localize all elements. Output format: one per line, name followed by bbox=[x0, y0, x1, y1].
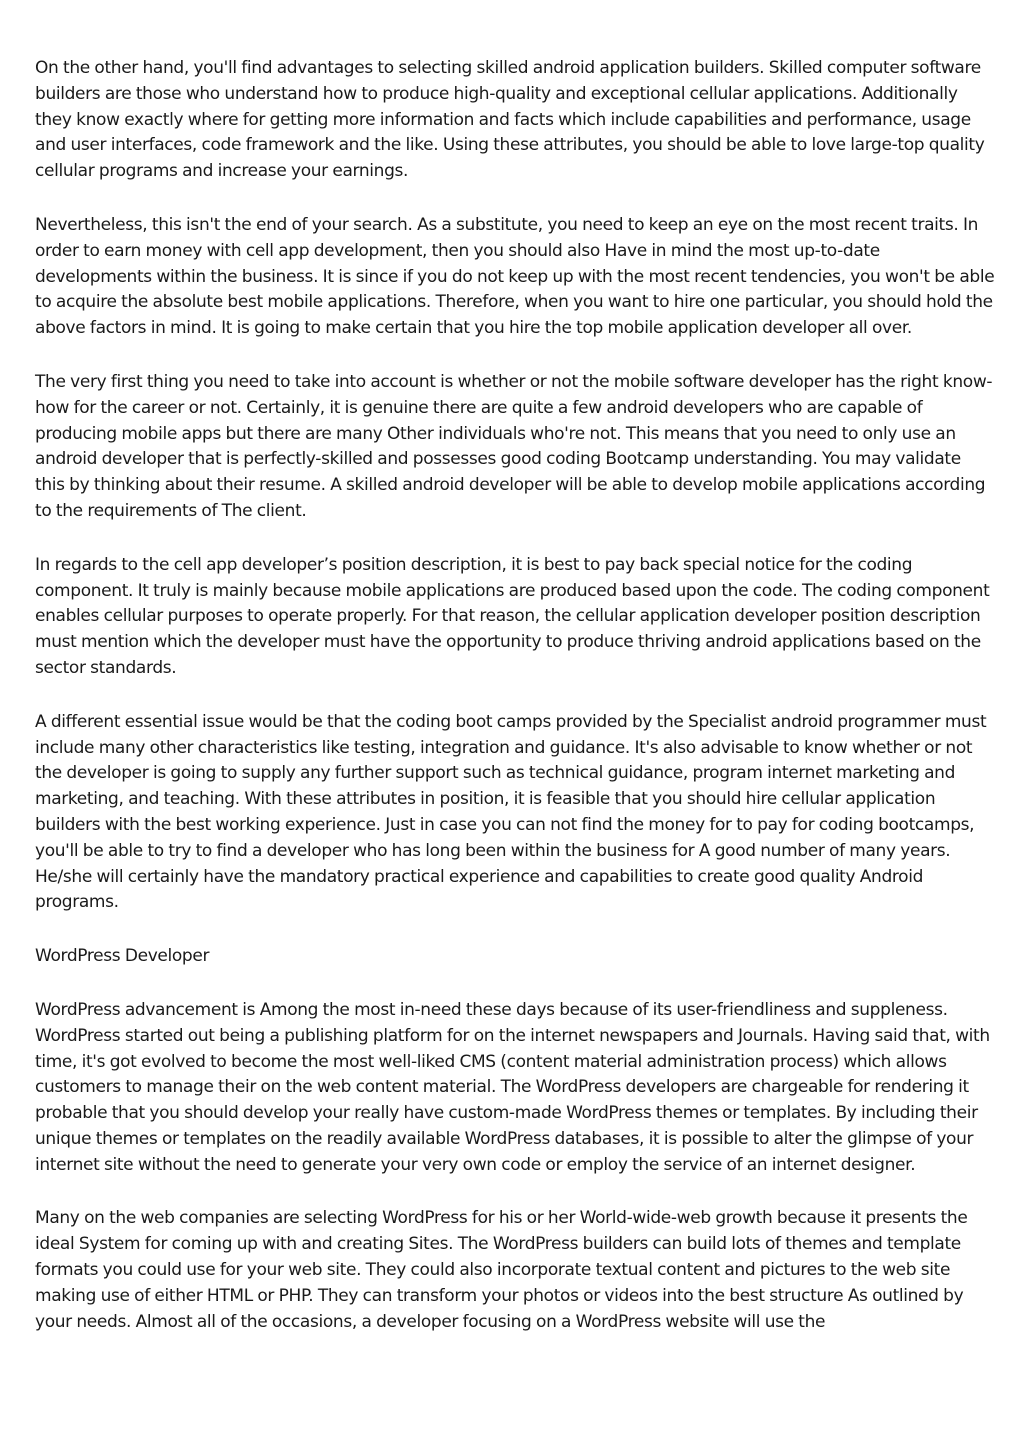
paragraph-wordpress-advancement: WordPress advancement is Among the most in-need these days because of its user-friendliness and suppleness. WordPress started out being a publishing platform for on the internet newspapers and Journals. Having said that, with time, it's got evolved to become the most well-liked CMS (content material administration process) which allows customers to manage their on the web content material. The WordPress developers are chargeable for rendering it probable that you should develop your really have custom-made WordPress themes or templates. By including their unique themes or templates on the readily available WordPress databases, it is possible to alter the glimpse of your internet site without the need to generate your very own code or employ the service of an internet designer. bbox=[35, 999, 990, 1175]
paragraph-advantages: On the other hand, you'll find advantages to selecting skilled android application builders. Skilled computer software builders are those who understand how to produce high-quality and exceptional cellular applications. Additionally they know exactly where for getting more information and facts which include capabilities and performance, usage and user interfaces, code framework and the like. Using these attributes, you should be able to love large-top quality cellular programs and increase your earnings. bbox=[35, 58, 985, 182]
paragraph-know-how: The very first thing you need to take into account is whether or not the mobile software developer has the right know-how for the career or not. Certainly, it is genuine there are quite a few android developers who are capable of producing mobile apps but there are many Other individuals who're not. This means that you need to only use an android developer that is perfectly-skilled and possesses good coding Bootcamp understanding. You may validate this by thinking about their resume. A skilled android developer will be able to develop mobile applications according to the requirements of The client. bbox=[35, 371, 993, 521]
section-heading-wordpress-developer: WordPress Developer bbox=[35, 946, 210, 967]
paragraph-position-description: In regards to the cell app developer’s position description, it is best to pay back special notice for the coding component. It truly is mainly because mobile applications are produced based upon the code. The coding component enables cellular purposes to operate properly. For that reason, the cellular application developer position description must mention which the developer must have the opportunity to produce thriving android applications based on the sector standards. bbox=[35, 554, 990, 678]
paragraph-coding-bootcamps: A different essential issue would be that the coding boot camps provided by the Specialist android programmer must include many other characteristics like testing, integration and guidance. It's also advisable to know whether or not the developer is going to supply any further support such as technical guidance, program internet marketing and marketing, and teaching. With these attributes in position, it is feasible that you should hire cellular application builders with the best working experience. Just in case you can not find the money for to pay for coding bootcamps, you'll be able to try to find a developer who has long been within the business for A good number of many years. He/she will certainly have the mandatory practical experience and capabilities to create good quality Android programs. bbox=[35, 711, 987, 913]
paragraph-latest-trends: Nevertheless, this isn't the end of your search. As a substitute, you need to keep an eye on the most recent traits. In order to earn money with cell app development, then you should also Have in mind the most up-to-date developments within the business. It is since if you do not keep up with the most recent tendencies, you won't be able to acquire the absolute best mobile applications. Therefore, when you want to hire one particular, you should hold the above factors in mind. It is going to make certain that you hire the top mobile application developer all over. bbox=[35, 214, 995, 339]
paragraph-wordpress-companies: Many on the web companies are selecting WordPress for his or her World-wide-web growth because it presents the ideal System for coming up with and creating Sites. The WordPress builders can build lots of themes and template formats you could use for your web site. They could also incorporate textual content and pictures to the web site making use of either HTML or PHP. They can transform your photos or videos into the best structure As outlined by your needs. Almost all of the occasions, a developer focusing on a WordPress website will use the bbox=[35, 1208, 968, 1332]
document-body bbox=[35, 56, 995, 1363]
